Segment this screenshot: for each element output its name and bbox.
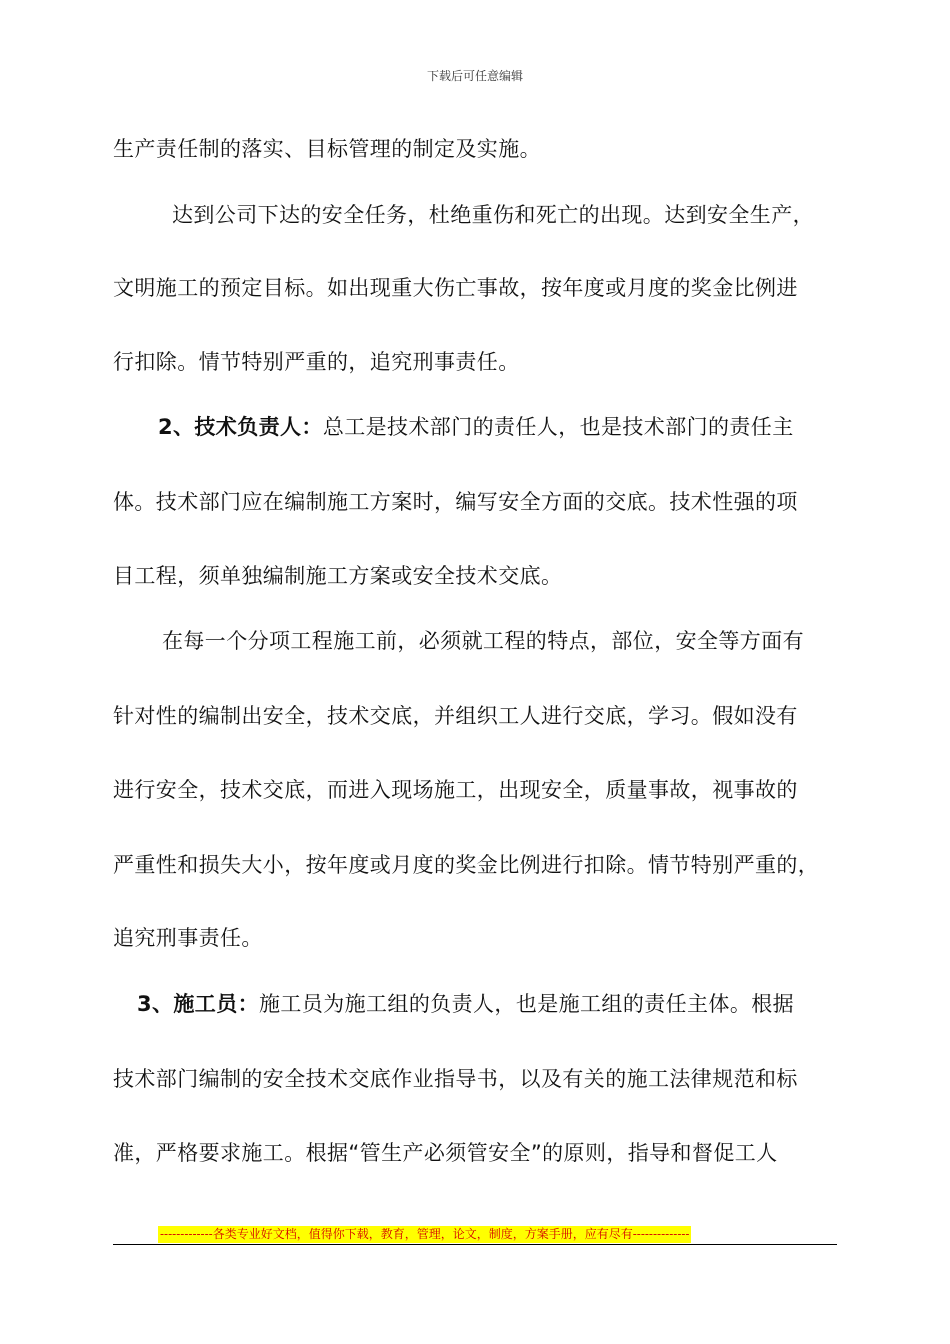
paragraph-line: 准，严格要求施工。根据“管生产必须管安全”的原则，指导和督促工人 bbox=[113, 1141, 778, 1165]
paragraph-line: 技术部门编制的安全技术交底作业指导书，以及有关的施工法律规范和标 bbox=[113, 1067, 798, 1091]
footer-rule bbox=[113, 1244, 837, 1245]
paragraph-line: 进行安全，技术交底，而进入现场施工，出现安全，质量事故，视事故的 bbox=[113, 778, 798, 802]
paragraph-line: 体。技术部门应在编制施工方案时，编写安全方面的交底。技术性强的项 bbox=[113, 490, 798, 514]
section-heading: 2、技术负责人： bbox=[158, 415, 323, 439]
section-text: 施工员为施工组的负责人，也是施工组的责任主体。根据 bbox=[259, 992, 795, 1016]
paragraph-line: 在每一个分项工程施工前，必须就工程的特点，部位，安全等方面有 bbox=[162, 629, 804, 653]
header-note: 下载后可任意编辑 bbox=[426, 69, 523, 83]
paragraph-line: 达到公司下达的安全任务，杜绝重伤和死亡的出现。达到安全生产， bbox=[172, 203, 814, 227]
section-heading: 3、施工员： bbox=[137, 992, 260, 1016]
paragraph-line: 严重性和损失大小，按年度或月度的奖金比例进行扣除。情节特别严重的， bbox=[113, 853, 820, 877]
paragraph-line: 目工程，须单独编制施工方案或安全技术交底。 bbox=[113, 564, 563, 588]
section-heading-line bbox=[158, 414, 794, 440]
section-text: 总工是技术部门的责任人，也是技术部门的责任主 bbox=[322, 415, 794, 439]
paragraph-line: 针对性的编制出安全，技术交底，并组织工人进行交底，学习。假如没有 bbox=[113, 704, 798, 728]
paragraph-line: 生产责任制的落实、目标管理的制定及实施。 bbox=[113, 137, 541, 161]
paragraph-line: 行扣除。情节特别严重的，追究刑事责任。 bbox=[113, 350, 520, 374]
section-heading-line bbox=[137, 991, 794, 1017]
footer-banner: -------------各类专业好文档，值得你下载，教育，管理，论文，制度，方案手册，应有尽有-------------- bbox=[160, 1227, 690, 1241]
paragraph-line: 追究刑事责任。 bbox=[113, 926, 263, 950]
paragraph-line: 文明施工的预定目标。如出现重大伤亡事故，按年度或月度的奖金比例进 bbox=[113, 276, 798, 300]
